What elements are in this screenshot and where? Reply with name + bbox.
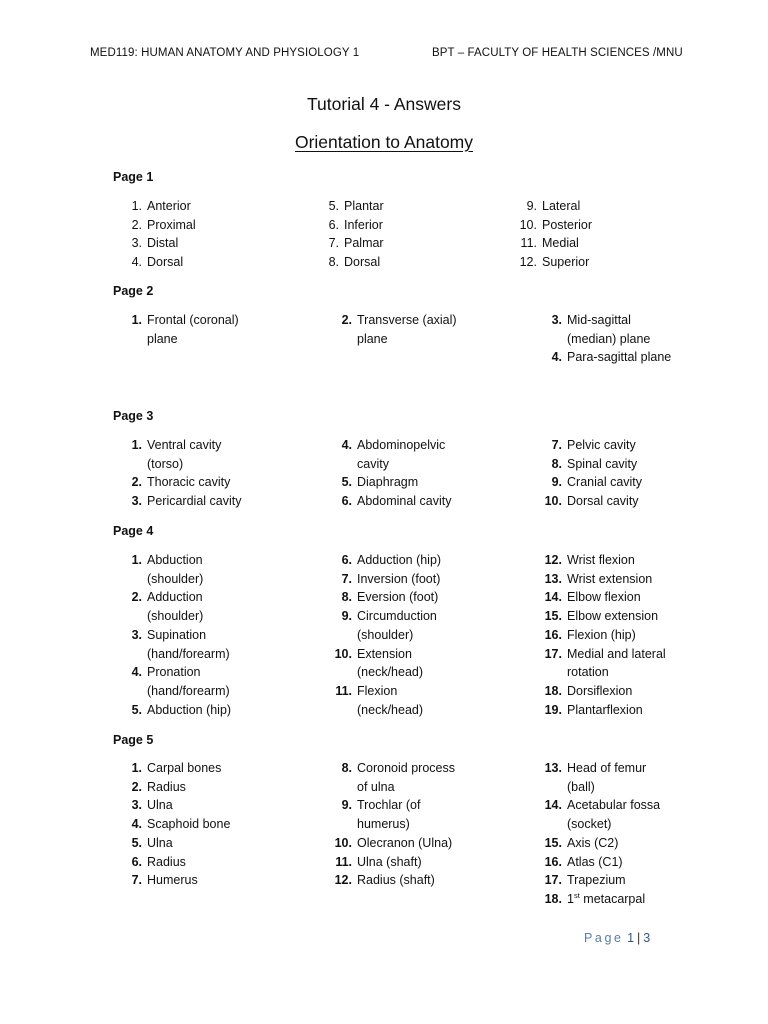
list-item-number: 4. <box>131 255 142 270</box>
list-item-text: Dorsiflexion <box>567 683 633 698</box>
list-item-number: 17. <box>544 873 562 888</box>
list-item <box>517 253 592 272</box>
list-item <box>332 492 452 511</box>
list-item <box>542 796 660 833</box>
list-item-text: Trochlar (of <box>357 798 421 813</box>
list-item <box>122 197 196 216</box>
list-item-text: Abduction <box>147 553 203 567</box>
list-item-text: Flexion (hip) <box>567 627 636 642</box>
list-item-text: Radius <box>147 779 186 794</box>
list-item-number: 9. <box>551 475 562 490</box>
list-item <box>542 871 660 890</box>
list-item-text: Elbow extension <box>567 609 659 624</box>
list-item-text: Spinal cavity <box>567 456 638 471</box>
page-2-column-3 <box>542 311 671 367</box>
list-item-text: Ulna <box>147 835 173 850</box>
page-2-column-2 <box>332 311 457 348</box>
list-item-number: 6. <box>341 494 352 509</box>
section-label-page-5: Page 5 <box>113 733 154 747</box>
faculty-title: BPT – FACULTY OF HEALTH SCIENCES /MNU <box>432 47 683 59</box>
list-item <box>332 834 455 853</box>
list-item <box>542 645 666 682</box>
section-label-page-3: Page 3 <box>113 409 154 423</box>
current-page: 1 <box>627 931 635 945</box>
ordinal-number: 1 <box>567 891 574 906</box>
list-item <box>319 253 384 272</box>
list-item-number: 4. <box>131 817 142 832</box>
list-item-text: Palmar <box>344 236 384 251</box>
list-item-text-continued: (ball) <box>567 779 595 794</box>
list-item <box>122 663 231 700</box>
list-item-number: 7. <box>328 236 339 251</box>
list-item <box>122 778 230 797</box>
list-item-text-continued: (shoulder) <box>147 571 204 586</box>
list-item-number: 8. <box>328 255 339 270</box>
list-item-text: Olecranon (Ulna) <box>357 835 453 850</box>
list-item-text: Dorsal <box>147 255 184 270</box>
list-item-text: Diaphragm <box>357 475 419 490</box>
page-5-column-2 <box>332 759 455 890</box>
list-item-number: 8. <box>341 590 352 605</box>
list-item-number: 9. <box>341 609 352 624</box>
list-item <box>122 796 230 815</box>
list-item-text: Posterior <box>542 217 593 232</box>
page-number-footer <box>584 931 650 945</box>
ordinal-suffix: st <box>573 890 580 900</box>
list-item-number: 18. <box>544 683 562 698</box>
list-item-text: Coronoid process <box>357 761 455 775</box>
list-item-text: Inversion (foot) <box>357 571 441 586</box>
list-item-number: 5. <box>341 475 352 490</box>
list-item <box>332 551 441 570</box>
page-1-column-3 <box>517 197 592 272</box>
list-item <box>122 216 196 235</box>
list-item-number: 7. <box>131 873 142 888</box>
list-item-number: 11. <box>335 683 352 698</box>
list-item <box>542 834 660 853</box>
list-item-text: Adduction (hip) <box>357 553 442 567</box>
list-item-number: 1. <box>131 438 142 452</box>
list-item <box>122 492 241 511</box>
list-item-text: Superior <box>542 255 590 270</box>
page-4-column-1 <box>122 551 231 719</box>
list-item <box>332 436 452 473</box>
list-item <box>319 234 384 253</box>
list-item-number: 14. <box>544 590 562 605</box>
list-item <box>332 570 441 589</box>
section-label-page-1: Page 1 <box>113 170 154 184</box>
list-item-number: 13. <box>544 761 562 775</box>
page-4-column-3 <box>542 551 666 719</box>
document-subtitle: Orientation to Anatomy <box>294 132 474 152</box>
list-item <box>517 216 592 235</box>
list-item-text-continued: (shoulder) <box>357 627 414 642</box>
list-item-text-continued: (neck/head) <box>357 665 424 680</box>
list-item-text-continued: (shoulder) <box>147 609 204 624</box>
list-item-number: 12. <box>519 255 537 270</box>
page-word: Page <box>584 931 624 945</box>
list-item <box>332 853 455 872</box>
list-item-number: 10. <box>519 217 537 232</box>
list-item-number: 13. <box>544 571 562 586</box>
page-3-column-2 <box>332 436 452 511</box>
list-item <box>319 197 384 216</box>
list-item-number: 18. <box>544 891 562 906</box>
list-item-text: Acetabular fossa <box>567 798 661 813</box>
list-item <box>542 311 671 348</box>
list-item <box>319 216 384 235</box>
list-item-number: 10. <box>334 835 352 850</box>
page-2-column-1 <box>122 311 239 348</box>
list-item-number: 19. <box>544 702 562 717</box>
list-item-text: Flexion <box>357 683 398 698</box>
list-item-number: 8. <box>341 761 352 775</box>
list-item-number: 12. <box>334 873 352 888</box>
list-item-text: Scaphoid bone <box>147 817 231 832</box>
list-item-number: 1. <box>131 761 142 775</box>
list-item-text: Pericardial cavity <box>147 494 242 509</box>
list-item-number: 3. <box>551 313 562 327</box>
page-5-column-1 <box>122 759 230 890</box>
list-item-number: 4. <box>131 665 142 680</box>
list-item <box>542 492 642 511</box>
list-item <box>122 253 196 272</box>
list-item <box>542 682 666 701</box>
list-item-number: 11. <box>520 236 537 251</box>
list-item-number: 2. <box>341 313 352 327</box>
list-item <box>332 796 455 833</box>
list-item-text: Plantar <box>344 199 384 213</box>
list-item <box>542 348 671 367</box>
list-item <box>542 701 666 720</box>
list-item <box>122 626 231 663</box>
list-item-text: Lateral <box>542 199 581 213</box>
list-item <box>122 473 241 492</box>
list-item-number: 7. <box>551 438 562 452</box>
list-item-number: 5. <box>131 702 142 717</box>
list-item-text-continued: cavity <box>357 456 389 471</box>
list-item <box>122 588 231 625</box>
list-item-number: 8. <box>551 456 562 471</box>
list-item-text: Axis (C2) <box>567 835 619 850</box>
list-item <box>542 551 666 570</box>
list-item-number: 15. <box>544 835 562 850</box>
list-item <box>542 759 660 796</box>
page-4-column-2 <box>332 551 441 719</box>
list-item-text: Frontal (coronal) <box>147 313 239 327</box>
list-item-number: 17. <box>544 646 562 661</box>
list-item-text: Inferior <box>344 217 383 232</box>
list-item-number: 12. <box>544 553 562 567</box>
list-item-text: Mid-sagittal <box>567 313 631 327</box>
list-item <box>122 815 230 834</box>
list-item-number: 3. <box>131 494 142 509</box>
list-item-number: 10. <box>544 494 562 509</box>
list-item-text: Elbow flexion <box>567 590 641 605</box>
list-item-text-continued: (torso) <box>147 456 184 471</box>
list-item <box>122 234 196 253</box>
list-item-text: Circumduction <box>357 609 437 624</box>
list-item <box>122 551 231 588</box>
list-item-text: Wrist flexion <box>567 553 635 567</box>
list-item <box>122 759 230 778</box>
list-item <box>542 473 642 492</box>
total-pages: 3 <box>643 931 651 945</box>
list-item-text: Head of femur <box>567 761 647 775</box>
list-item-text: Abdominal cavity <box>357 494 452 509</box>
list-item <box>332 473 452 492</box>
list-item <box>122 701 231 720</box>
list-item-text: Cranial cavity <box>567 475 643 490</box>
list-item <box>122 853 230 872</box>
list-item <box>542 570 666 589</box>
list-item-text-continued: (neck/head) <box>357 702 424 717</box>
list-item-text: Abdominopelvic <box>357 438 446 452</box>
list-item-text-continued: (hand/forearm) <box>147 683 230 698</box>
list-item-number: 2. <box>131 590 142 605</box>
list-item-text: Trapezium <box>567 873 626 888</box>
list-item-text: Dorsal <box>344 255 381 270</box>
list-item-text: Medial <box>542 236 579 251</box>
list-item-number: 4. <box>551 350 562 365</box>
list-item-text: Ventral cavity <box>147 438 222 452</box>
list-item-number: 9. <box>526 199 537 213</box>
list-item-number: 5. <box>328 199 339 213</box>
list-item-text: Abduction (hip) <box>147 702 232 717</box>
document-title: Tutorial 4 - Answers <box>307 94 461 114</box>
list-item <box>332 607 441 644</box>
list-item <box>122 311 239 348</box>
list-item-number: 14. <box>544 798 562 813</box>
list-item-number: 1. <box>131 553 142 567</box>
page-5-column-3 <box>542 759 660 909</box>
list-item-text: Ulna <box>147 798 173 813</box>
list-item <box>542 455 642 474</box>
list-item-number: 15. <box>544 609 562 624</box>
list-item-number: 4. <box>341 438 352 452</box>
list-item-text: Supination <box>147 627 207 642</box>
list-item-text: Radius (shaft) <box>357 873 435 888</box>
list-item-text: Atlas (C1) <box>567 854 623 869</box>
list-item-number: 2. <box>131 217 142 232</box>
list-item <box>122 834 230 853</box>
list-item-text: Plantarflexion <box>567 702 643 717</box>
list-item <box>542 626 666 645</box>
list-item-text: Pronation <box>147 665 201 680</box>
list-item-text-continued: plane <box>147 331 178 346</box>
list-item-number: 11. <box>335 854 352 869</box>
section-label-page-4: Page 4 <box>113 524 154 538</box>
list-item <box>542 607 666 626</box>
list-item-number: 5. <box>131 835 142 850</box>
list-item-number: 10. <box>334 646 352 661</box>
list-item <box>517 234 592 253</box>
list-item-text-continued: (hand/forearm) <box>147 646 230 661</box>
page-separator: | <box>637 931 641 945</box>
page-3-column-3 <box>542 436 642 511</box>
list-item-text: Thoracic cavity <box>147 475 231 490</box>
list-item <box>332 645 441 682</box>
list-item <box>517 197 592 216</box>
list-item-number: 7. <box>341 571 352 586</box>
page-1-column-1 <box>122 197 196 272</box>
list-item-number: 9. <box>341 798 352 813</box>
list-item-number: 2. <box>131 475 142 490</box>
list-item <box>332 682 441 719</box>
list-item-label: metacarpal <box>583 891 646 906</box>
list-item-text: Carpal bones <box>147 761 222 775</box>
list-item-text: Eversion (foot) <box>357 590 439 605</box>
list-item-number: 3. <box>131 627 142 642</box>
list-item-text: Radius <box>147 854 186 869</box>
list-item-text: Proximal <box>147 217 196 232</box>
list-item-number: 3. <box>131 798 142 813</box>
list-item-text-continued: (socket) <box>567 817 612 832</box>
list-item <box>542 436 642 455</box>
list-item-text: Distal <box>147 236 179 251</box>
list-item <box>542 588 666 607</box>
list-item <box>122 871 230 890</box>
list-item <box>122 436 241 473</box>
list-item <box>332 871 455 890</box>
list-item-text <box>567 890 660 909</box>
list-item-text-continued: humerus) <box>357 817 410 832</box>
list-item-text-continued: (median) plane <box>567 331 651 346</box>
list-item <box>542 853 660 872</box>
list-item-number: 6. <box>341 553 352 567</box>
section-label-page-2: Page 2 <box>113 284 154 298</box>
list-item <box>332 588 441 607</box>
list-item-text: Wrist extension <box>567 571 653 586</box>
list-item-text: Pelvic cavity <box>567 438 636 452</box>
list-item-number: 6. <box>131 854 142 869</box>
page-1-column-2 <box>319 197 384 272</box>
course-title: MED119: HUMAN ANATOMY AND PHYSIOLOGY 1 <box>90 47 360 59</box>
list-item-text: Adduction <box>147 590 203 605</box>
list-item-number: 1. <box>131 199 142 213</box>
list-item-text: Extension <box>357 646 412 661</box>
list-item-text: Transverse (axial) <box>357 313 457 327</box>
page-3-column-1 <box>122 436 241 511</box>
list-item-text-continued: of ulna <box>357 779 395 794</box>
list-item-number: 16. <box>544 627 562 642</box>
list-item-text: Ulna (shaft) <box>357 854 422 869</box>
list-item-number: 16. <box>544 854 562 869</box>
list-item-number: 2. <box>131 779 142 794</box>
list-item-number: 3. <box>131 236 142 251</box>
list-item-text-continued: rotation <box>567 665 609 680</box>
list-item-text-continued: plane <box>357 331 388 346</box>
list-item-text: Humerus <box>147 873 198 888</box>
list-item-number: 1. <box>131 313 142 327</box>
list-item <box>332 311 457 348</box>
list-item-number: 6. <box>328 217 339 232</box>
list-item-text: Medial and lateral <box>567 646 666 661</box>
list-item <box>542 890 660 909</box>
list-item-text: Anterior <box>147 199 191 213</box>
list-item <box>332 759 455 796</box>
list-item-text: Para-sagittal plane <box>567 350 672 365</box>
list-item-text: Dorsal cavity <box>567 494 639 509</box>
